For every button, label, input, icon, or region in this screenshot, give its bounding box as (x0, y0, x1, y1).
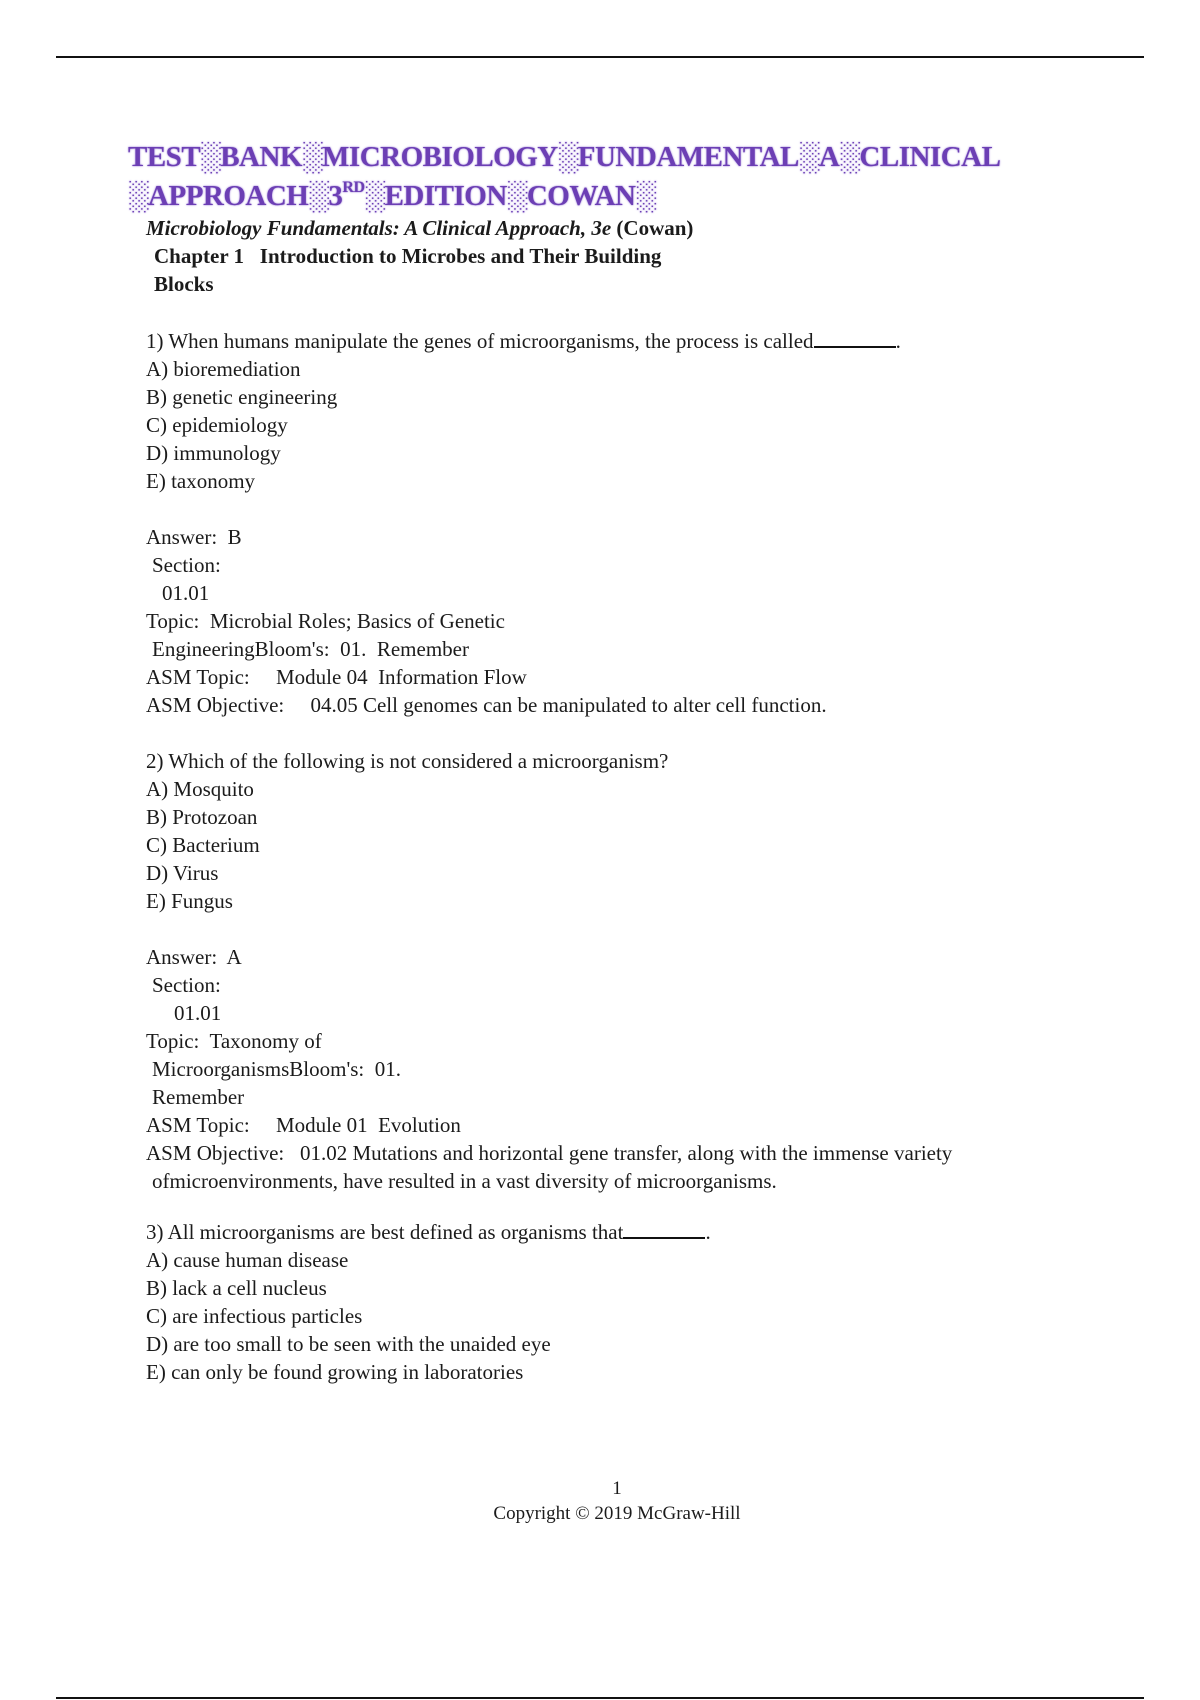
title-line-2 (128, 177, 1028, 216)
question-1-text: 1) When humans manipulate the genes of microorganisms, the process is called (146, 329, 814, 353)
question-1-period: . (895, 329, 901, 353)
question-2-option-b: B) Protozoan (146, 805, 258, 829)
question-2-option-c: C) Bacterium (146, 833, 260, 857)
question-1-option-b: B) genetic engineering (146, 385, 338, 409)
top-rule (56, 56, 1144, 58)
chapter-heading-cont: Blocks (154, 272, 214, 296)
question-3-option-a: A) cause human disease (146, 1248, 349, 1272)
question-1-option-a: A) bioremediation (146, 357, 301, 381)
question-1-stem (146, 326, 1086, 355)
document-body (146, 214, 1086, 1386)
question-1-section-label: Section: (152, 553, 221, 577)
question-2-option-d: D) Virus (146, 861, 219, 885)
question-2-answer: Answer: A (146, 945, 242, 969)
question-2-topic-cont: MicroorganismsBloom's: 01. (152, 1057, 401, 1081)
question-1-blank (814, 326, 896, 348)
question-3-option-c: C) are infectious particles (146, 1304, 363, 1328)
question-1-topic: Topic: Microbial Roles; Basics of Genetic (146, 609, 505, 633)
question-3-option-d: D) are too small to be seen with the unaided eye (146, 1332, 551, 1356)
question-2-asm-objective-cont: ofmicroenvironments, have resulted in a vast diversity of microorganisms. (152, 1169, 777, 1193)
question-1-option-c: C) epidemiology (146, 413, 288, 437)
book-citation (146, 214, 1086, 242)
question-2-asm-topic: ASM Topic: Module 01 Evolution (146, 1113, 461, 1137)
question-2-section-label: Section: (152, 973, 221, 997)
question-2-option-e: E) Fungus (146, 889, 233, 913)
question-2-option-a: A) Mosquito (146, 777, 254, 801)
question-2-topic-cont-2: Remember (152, 1085, 245, 1109)
title-line-2-end: ░EDITION░COWAN░ (364, 180, 656, 212)
question-1-asm-topic: ASM Topic: Module 04 Information Flow (146, 665, 527, 689)
question-2-stem: 2) Which of the following is not considered a microorganism? (146, 749, 669, 773)
chapter-heading: Chapter 1 Introduction to Microbes and Their Building (154, 244, 662, 268)
title-line-1: TEST░BANK░MICROBIOLOGY░FUNDAMENTAL░A░CLINICAL (128, 141, 1001, 173)
question-1-answer: Answer: B (146, 525, 242, 549)
title-superscript: RD (342, 179, 365, 196)
question-2-topic: Topic: Taxonomy of (146, 1029, 322, 1053)
question-3-option-e: E) can only be found growing in laboratories (146, 1360, 524, 1384)
question-1-option-d: D) immunology (146, 441, 281, 465)
book-author: (Cowan) (616, 216, 694, 240)
book-name: Microbiology Fundamentals: A Clinical Approach, 3e (146, 216, 612, 240)
question-2-asm-objective: ASM Objective: 01.02 Mutations and horizontal gene transfer, along with the immense variety (146, 1141, 953, 1165)
question-2-section-value: 01.01 (174, 1001, 222, 1025)
question-1-asm-objective: ASM Objective: 04.05 Cell genomes can be manipulated to alter cell function. (146, 693, 827, 717)
document-title (128, 138, 1028, 216)
copyright-notice: Copyright © 2019 McGraw-Hill (493, 1503, 741, 1524)
question-3-option-b: B) lack a cell nucleus (146, 1276, 327, 1300)
question-1-section-value: 01.01 (162, 581, 210, 605)
question-3-blank (623, 1217, 705, 1239)
page-number: 1 (612, 1478, 622, 1499)
question-3-period: . (705, 1220, 711, 1244)
question-1-option-e: E) taxonomy (146, 469, 256, 493)
question-3-text: 3) All microorganisms are best defined as organisms that (146, 1220, 624, 1244)
bottom-rule (56, 1697, 1144, 1699)
title-line-2-start: ░APPROACH░3 (128, 180, 343, 212)
question-3-stem (146, 1217, 1086, 1246)
question-1-topic-cont: EngineeringBloom's: 01. Remember (152, 637, 469, 661)
